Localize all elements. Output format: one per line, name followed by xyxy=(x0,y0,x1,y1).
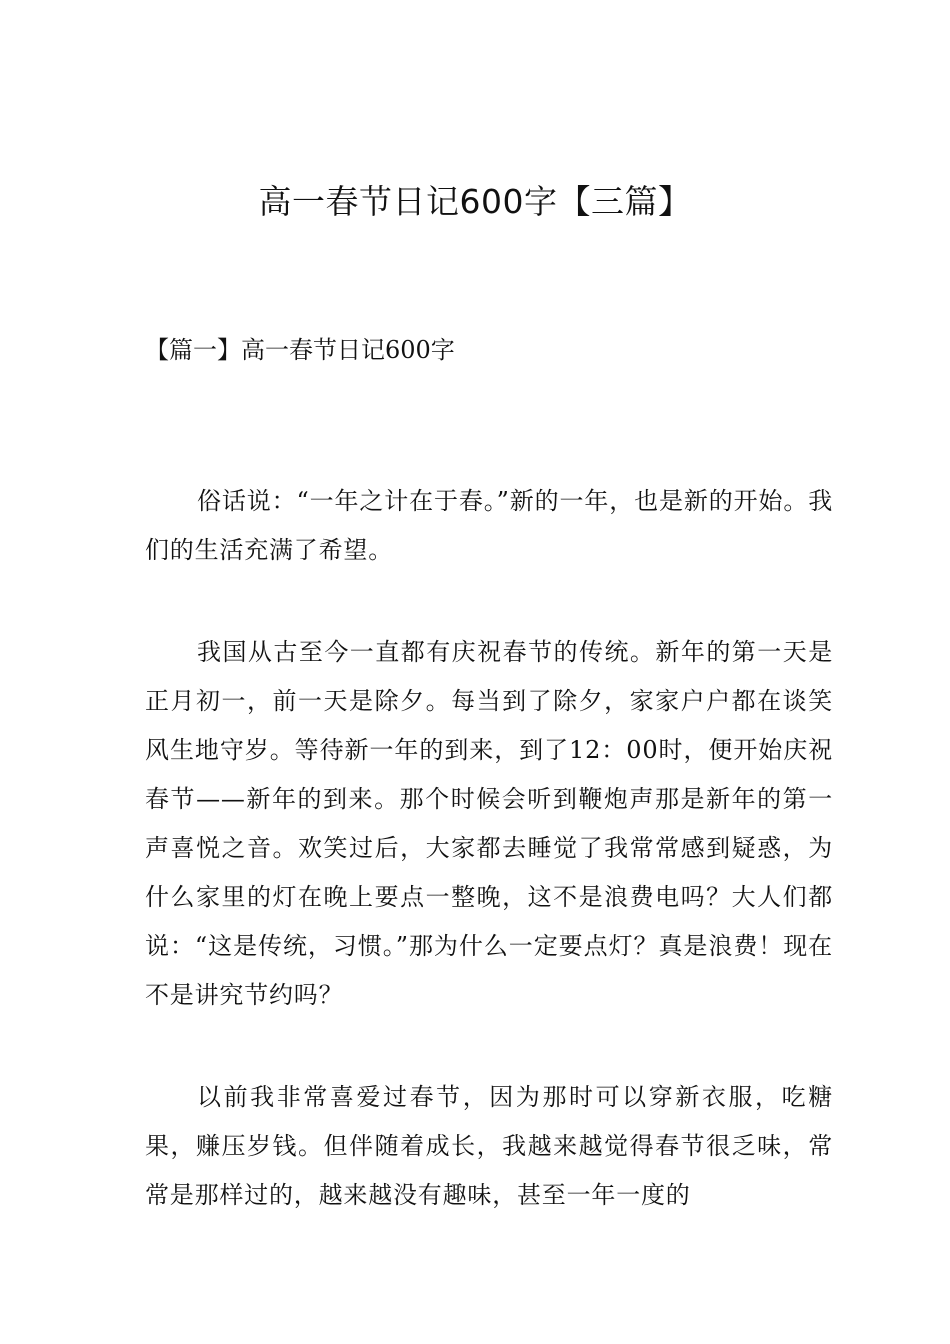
section-body xyxy=(145,477,833,1220)
paragraph: 俗话说：“一年之计在于春。”新的一年，也是新的开始。我们的生活充满了希望。 xyxy=(145,487,833,564)
section-heading: 【篇一】高一春节日记600字 xyxy=(145,336,455,364)
paragraph: 我国从古至今一直都有庆祝春节的传统。新年的第一天是正月初一，前一天是除夕。每当到了除夕，家家户户都在谈笑风生地守岁。等待新一年的到来，到了12：00时，便开始庆祝春节——新年的到来。那个时候会听到鞭炮声那是新年的第一声喜悦之音。欢笑过后，大家都去睡觉了我常常感到疑惑，为什么家里的灯在晚上要点一整晚，这不是浪费电吗？大人们都说：“这是传统，习惯。”那为什么一定要点灯？真是浪费！现在不是讲究节约吗？ xyxy=(145,638,833,1009)
paragraph: 以前我非常喜爱过春节，因为那时可以穿新衣服，吃糖果，赚压岁钱。但伴随着成长，我越来越觉得春节很乏味，常常是那样过的，越来越没有趣味，甚至一年一度的 xyxy=(145,1083,833,1209)
document-title: 高一春节日记600字【三篇】 xyxy=(258,182,692,221)
